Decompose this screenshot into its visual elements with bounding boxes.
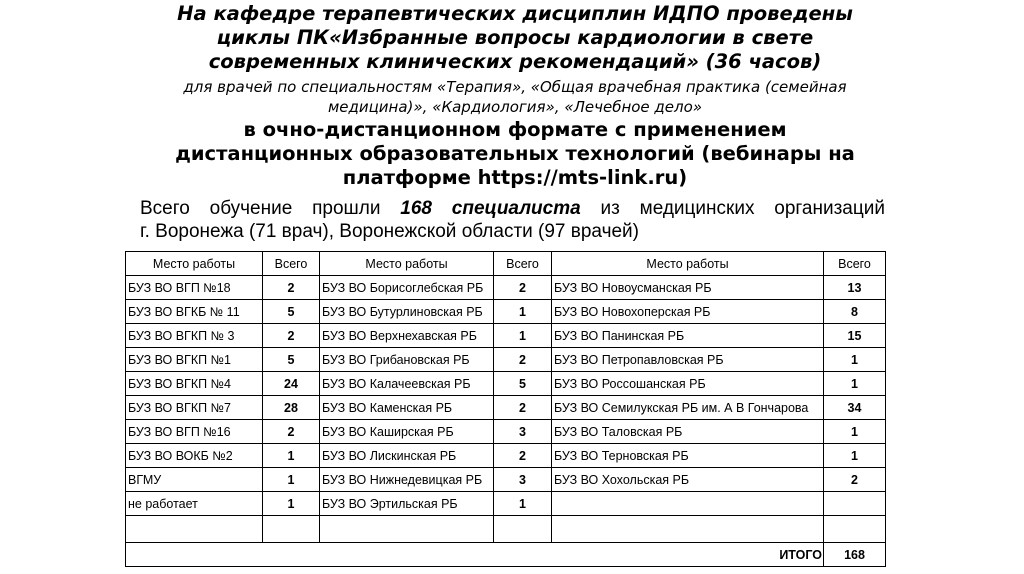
table-row [126,516,886,543]
count-cell: 1 [263,492,320,516]
table-row [126,276,886,300]
count-cell: 3 [494,468,552,492]
workplace-cell: БУЗ ВО ВГКП №7 [126,396,263,420]
column-header: Всего [263,252,320,276]
workplace-cell: БУЗ ВО Петропавловская РБ [552,348,824,372]
workplace-cell [552,492,824,516]
table-row [126,348,886,372]
count-cell: 1 [494,324,552,348]
count-cell: 1 [824,420,886,444]
count-cell: 3 [494,420,552,444]
workplace-cell [320,516,494,543]
workplace-cell: БУЗ ВО Нижнедевицкая РБ [320,468,494,492]
count-cell: 1 [824,444,886,468]
total-label: ИТОГО [126,543,824,567]
workplace-cell: БУЗ ВО ВГП №16 [126,420,263,444]
workplace-cell: БУЗ ВО ВГКБ № 11 [126,300,263,324]
workplace-cell: БУЗ ВО ВГКП №1 [126,348,263,372]
workplace-cell: БУЗ ВО Каменская РБ [320,396,494,420]
count-cell: 2 [494,396,552,420]
workplace-cell: БУЗ ВО Россошанская РБ [552,372,824,396]
column-header: Всего [824,252,886,276]
title-line: современных клинических рекомендаций» (36 часов) [208,50,822,73]
summary-line-1 [140,197,885,220]
workplace-cell: БУЗ ВО Панинская РБ [552,324,824,348]
count-cell [494,516,552,543]
workplace-cell: БУЗ ВО Борисоглебская РБ [320,276,494,300]
summary-prefix: Всего обучение прошли [140,198,401,219]
workplace-cell: БУЗ ВО Калачеевская РБ [320,372,494,396]
workplace-cell: БУЗ ВО Терновская РБ [552,444,824,468]
workplace-cell: БУЗ ВО Каширская РБ [320,420,494,444]
count-cell: 2 [263,324,320,348]
subtitle-line: медицина)», «Кардиология», «Лечебное дело» [327,98,703,116]
workplace-cell: БУЗ ВО Эртильская РБ [320,492,494,516]
count-cell [824,492,886,516]
count-cell: 34 [824,396,886,420]
workplace-cell: БУЗ ВО Грибановская РБ [320,348,494,372]
column-header: Место работы [552,252,824,276]
count-cell: 2 [494,444,552,468]
count-cell: 2 [263,420,320,444]
table-row [126,372,886,396]
workplace-cell [126,516,263,543]
count-cell: 8 [824,300,886,324]
specialties-subtitle [120,77,910,117]
workplace-cell: БУЗ ВО Верхнехавская РБ [320,324,494,348]
table-row [126,492,886,516]
column-header: Место работы [320,252,494,276]
count-cell: 28 [263,396,320,420]
summary-suffix: из медицинских организаций [580,198,885,219]
workplace-cell [552,516,824,543]
count-cell: 5 [494,372,552,396]
table-row [126,300,886,324]
summary-line-2: г. Воронежа (71 врач), Воронежской области (97 врачей) [140,221,639,242]
count-cell: 2 [263,276,320,300]
workplace-cell: БУЗ ВО ВОКБ №2 [126,444,263,468]
count-cell: 5 [263,348,320,372]
count-cell: 1 [824,372,886,396]
table-body [126,276,886,543]
count-cell: 2 [494,276,552,300]
title-line: циклы ПК«Избранные вопросы кардиологии в свете [216,26,814,49]
count-cell: 2 [494,348,552,372]
table-row [126,396,886,420]
count-cell: 15 [824,324,886,348]
workplace-cell: БУЗ ВО Таловская РБ [552,420,824,444]
workplace-cell: БУЗ ВО Новоусманская РБ [552,276,824,300]
workplace-cell: БУЗ ВО Семилукская РБ им. А В Гончарова [552,396,824,420]
workplace-cell: БУЗ ВО Новохоперская РБ [552,300,824,324]
page-title [120,2,910,74]
count-cell: 1 [263,444,320,468]
count-cell: 1 [494,492,552,516]
count-cell [824,516,886,543]
table-row [126,420,886,444]
column-header: Место работы [126,252,263,276]
count-cell: 2 [824,468,886,492]
workplace-cell: БУЗ ВО ВГП №18 [126,276,263,300]
table-row [126,468,886,492]
count-cell: 1 [263,468,320,492]
table-row [126,444,886,468]
total-value: 168 [824,543,886,567]
title-line: На кафедре терапевтических дисциплин ИДПО проведены [177,2,853,25]
count-cell: 1 [824,348,886,372]
format-line: дистанционных образовательных технологий (вебинары на [175,142,855,165]
table-header-row [126,252,886,276]
table-row [126,324,886,348]
workplace-cell: БУЗ ВО Бутурлиновская РБ [320,300,494,324]
count-cell: 24 [263,372,320,396]
count-cell: 1 [494,300,552,324]
summary-count: 168 специалиста [400,198,581,219]
count-cell: 13 [824,276,886,300]
workplace-cell: БУЗ ВО ВГКП № 3 [126,324,263,348]
workplace-cell: БУЗ ВО Хохольская РБ [552,468,824,492]
workplace-cell: ВГМУ [126,468,263,492]
count-cell [263,516,320,543]
workplace-cell: БУЗ ВО ВГКП №4 [126,372,263,396]
count-cell: 5 [263,300,320,324]
workplace-cell: БУЗ ВО Лискинская РБ [320,444,494,468]
format-line: в очно-дистанционном формате с применением [243,118,787,141]
summary-text [140,197,885,243]
workplace-cell: не работает [126,492,263,516]
column-header: Всего [494,252,552,276]
total-row [126,543,886,567]
subtitle-line: для врачей по специальностям «Терапия», «Общая врачебная практика (семейная [183,78,847,96]
format-line: платформе https://mts-link.ru) [342,166,688,189]
participants-table [125,251,886,567]
format-heading [120,118,910,190]
